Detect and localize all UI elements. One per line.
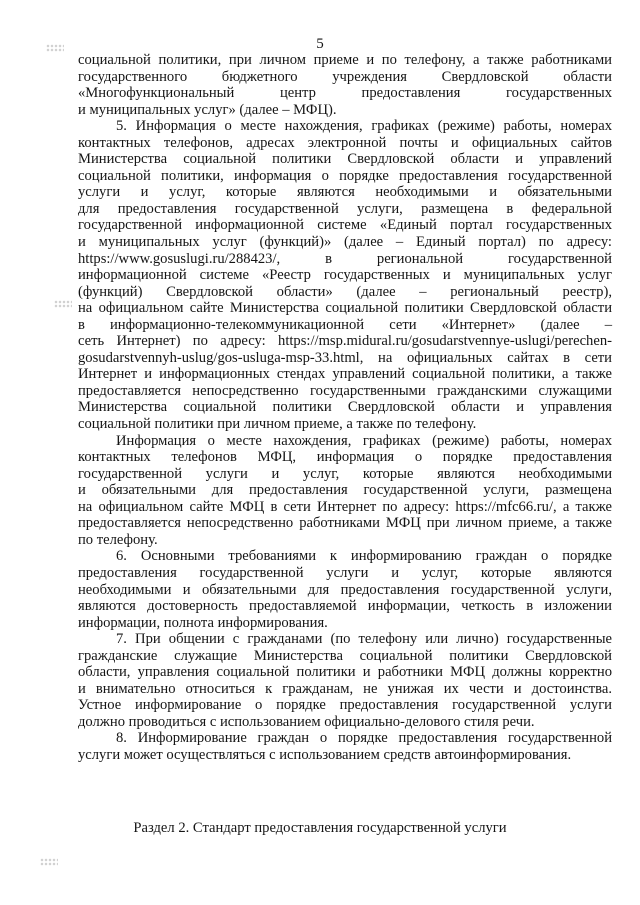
text-line: информации, полнота информирования. (78, 614, 328, 631)
scan-artifact (54, 300, 72, 308)
text-line: государственного бюджетного учреждения Свердловской области (78, 68, 612, 85)
text-line: 6. Основными требованиями к информированию граждан о порядке (116, 548, 612, 565)
text-line: сеть Интернет) по адресу: https://msp.midural.ru/gosudarstvennye-uslugi/perechen- (78, 333, 612, 350)
text-line: предоставления государственной услуги и услуг, которые являются (78, 564, 612, 581)
text-line: и муниципальных услуг (функций)» (далее – Единый портал) по адресу: (78, 234, 612, 251)
text-line: Устное информирование о порядке предоставления государственной услуги (78, 697, 612, 714)
text-line: социальной политики при личном приеме, а также по телефону. (78, 416, 477, 433)
text-line: должно проводиться с использованием официально-делового стиля речи. (78, 713, 535, 730)
text-line: «Многофункциональный центр предоставления государственных (78, 85, 612, 102)
scan-artifact (46, 44, 64, 52)
body-text (78, 52, 612, 764)
text-line: Информация о месте нахождения, графиках (режиме) работы, номерах (116, 432, 612, 449)
text-line: Министерства социальной политики Свердловской области и управлений (78, 151, 612, 168)
text-line: государственной услуги и услуг, которые являются необходимыми (78, 465, 612, 482)
text-line: государственной информационной системе «Единый портал государственных (78, 217, 612, 234)
text-line: области, управления социальной политики и работники МФЦ должны корректно (78, 664, 612, 681)
text-line: социальной политики, при личном приеме и по телефону, а также работниками (78, 52, 612, 68)
text-line: являются достоверность предоставляемой информации, четкость в изложении (78, 598, 612, 615)
text-line: Интернет и информационных стендах управлений социальной политики, а также (78, 366, 612, 383)
text-line: 5. Информация о месте нахождения, графиках (режиме) работы, номерах (116, 118, 612, 135)
text-line: предоставляется непосредственно государственными гражданскими служащими (78, 382, 612, 399)
text-line: информационной системе «Реестр государственных и муниципальных услуг (78, 267, 612, 284)
text-line: gosudarstvennyh-uslug/gos-usluga-msp-33.html, на официальных сайтах в сети (78, 349, 612, 366)
text-line: услуги может осуществляться с использованием средств автоинформирования. (78, 746, 572, 763)
page-number: 5 (316, 36, 324, 52)
text-line: 8. Информирование граждан о порядке предоставления государственной (116, 730, 612, 747)
text-line: и внимательно относиться к гражданам, не унижая их чести и достоинства. (78, 680, 612, 697)
text-line: 7. При общении с гражданами (по телефону или лично) государственные (116, 631, 612, 648)
text-line: услуги и услуг, которые являются необходимыми и обязательными (78, 184, 612, 201)
text-line: на официальном сайте МФЦ в сети Интернет по адресу: https://mfc66.ru/, а также (78, 498, 612, 515)
text-line: в информационно-телекоммуникационной сети «Интернет» (далее – (78, 316, 612, 333)
text-line: Министерства социальной политики Свердловской области и управления (78, 399, 612, 416)
text-line: на официальном сайте Министерства социальной политики Свердловской области (78, 300, 612, 317)
text-line: контактных телефонов МФЦ, информация о порядке предоставления (78, 449, 612, 466)
text-line: необходимыми и обязательными для предоставления государственной услуги, (78, 581, 612, 598)
text-line: гражданские служащие Министерства социальной политики Свердловской (78, 647, 612, 664)
text-line: и муниципальных услуг» (далее – МФЦ). (78, 101, 337, 118)
text-line: (функций) Свердловской области» (далее – региональный реестр), (78, 283, 612, 300)
scan-artifact (40, 858, 58, 866)
text-line: контактных телефонов, адресах электронной почты и официальных сайтов (78, 134, 612, 151)
text-line: по телефону. (78, 531, 158, 548)
text-line: и обязательными для предоставления государственной услуги, размещена (78, 482, 612, 499)
text-line: социальной политики, информация о порядке предоставления государственной (78, 167, 612, 184)
text-line: предоставляется непосредственно работниками МФЦ при личном приеме, а также (78, 515, 612, 532)
text-line: для предоставления государственной услуги, размещена в федеральной (78, 200, 612, 217)
section-heading: Раздел 2. Стандарт предоставления государственной услуги (133, 820, 507, 836)
text-line: https://www.gosuslugi.ru/288423/, в региональной государственной (78, 250, 612, 267)
